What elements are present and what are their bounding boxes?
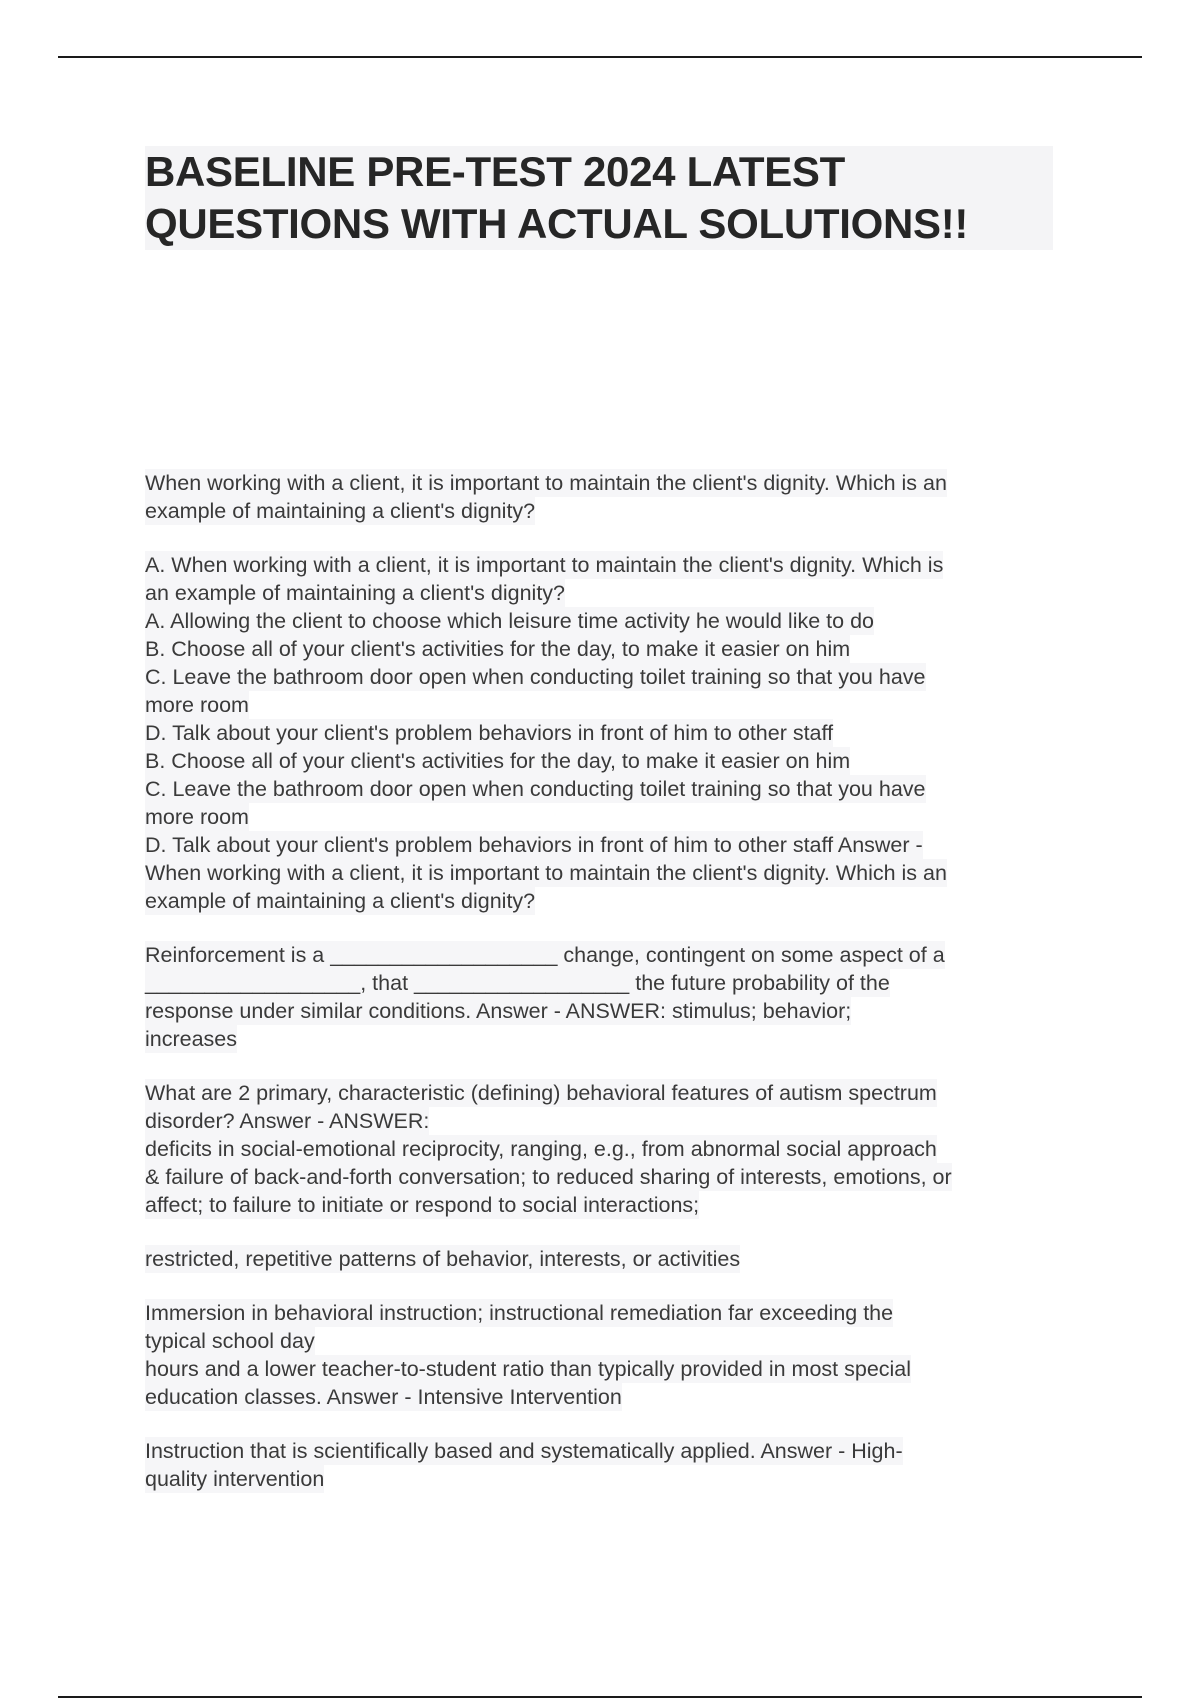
text-line: disorder? Answer - ANSWER:	[145, 1109, 430, 1133]
text-line: typical school day	[145, 1329, 315, 1353]
top-rule	[58, 56, 1142, 58]
qa-paragraph	[145, 469, 1065, 525]
paragraph-gap	[145, 915, 1065, 941]
text-line: restricted, repetitive patterns of behavior, interests, or activities	[145, 1247, 741, 1271]
paragraph-gap	[145, 1053, 1065, 1079]
title-line-2: QUESTIONS WITH ACTUAL SOLUTIONS!!	[145, 200, 969, 247]
paragraph-gap	[145, 1219, 1065, 1245]
document-body	[145, 469, 1065, 1493]
text-line: B. Choose all of your client's activities for the day, to make it easier on him	[145, 637, 851, 661]
text-line: A. When working with a client, it is important to maintain the client's dignity. Which is	[145, 553, 944, 577]
text-line: Immersion in behavioral instruction; instructional remediation far exceeding the	[145, 1301, 894, 1325]
text-line: C. Leave the bathroom door open when conducting toilet training so that you have	[145, 665, 926, 689]
text-line: hours and a lower teacher-to-student ratio than typically provided in most special	[145, 1357, 912, 1381]
text-line: more room	[145, 805, 249, 829]
text-line: deficits in social-emotional reciprocity, ranging, e.g., from abnormal social approach	[145, 1137, 937, 1161]
qa-paragraph	[145, 941, 1065, 1053]
text-line: education classes. Answer - Intensive Intervention	[145, 1385, 622, 1409]
text-line: affect; to failure to initiate or respond to social interactions;	[145, 1193, 700, 1217]
qa-paragraph	[145, 1299, 1065, 1411]
text-line: D. Talk about your client's problem behaviors in front of him to other staff	[145, 721, 834, 745]
text-line: Instruction that is scientifically based and systematically applied. Answer - High-	[145, 1439, 903, 1463]
text-line: D. Talk about your client's problem behaviors in front of him to other staff Answer -	[145, 833, 923, 857]
qa-paragraph	[145, 551, 1065, 915]
paragraph-gap	[145, 1411, 1065, 1437]
text-line: response under similar conditions. Answer - ANSWER: stimulus; behavior;	[145, 999, 852, 1023]
text-line: What are 2 primary, characteristic (defining) behavioral features of autism spectrum	[145, 1081, 937, 1105]
text-line: When working with a client, it is important to maintain the client's dignity. Which is an	[145, 861, 947, 885]
paragraph-gap	[145, 525, 1065, 551]
text-line: B. Choose all of your client's activities for the day, to make it easier on him	[145, 749, 851, 773]
text-line: example of maintaining a client's dignity?	[145, 499, 536, 523]
paragraph-gap	[145, 1273, 1065, 1299]
text-line: & failure of back-and-forth conversation; to reduced sharing of interests, emotions, or	[145, 1165, 952, 1189]
title-line-1: BASELINE PRE-TEST 2024 LATEST	[145, 148, 845, 195]
qa-paragraph	[145, 1079, 1065, 1219]
text-line: Reinforcement is a ___________________ change, contingent on some aspect of a	[145, 943, 945, 967]
bottom-rule	[58, 1696, 1142, 1698]
text-line: more room	[145, 693, 249, 717]
text-line: increases	[145, 1027, 238, 1051]
qa-paragraph	[145, 1245, 1065, 1273]
qa-paragraph	[145, 1437, 1065, 1493]
text-line: __________________, that __________________ the future probability of the	[145, 971, 890, 995]
text-line: quality intervention	[145, 1467, 325, 1491]
text-line: an example of maintaining a client's dignity?	[145, 581, 566, 605]
text-line: When working with a client, it is important to maintain the client's dignity. Which is an	[145, 471, 947, 495]
text-line: A. Allowing the client to choose which leisure time activity he would like to do	[145, 609, 874, 633]
document-title	[145, 146, 1053, 250]
text-line: C. Leave the bathroom door open when conducting toilet training so that you have	[145, 777, 926, 801]
text-line: example of maintaining a client's dignity?	[145, 889, 536, 913]
